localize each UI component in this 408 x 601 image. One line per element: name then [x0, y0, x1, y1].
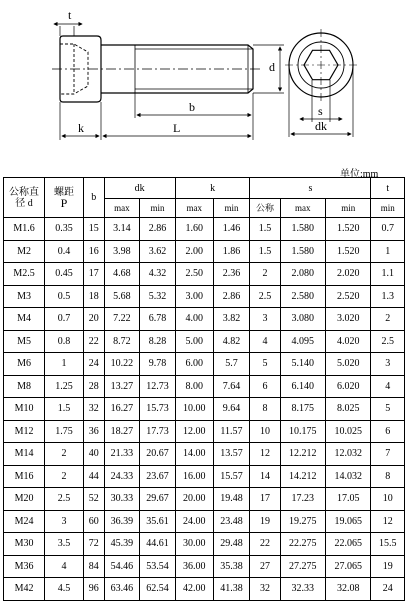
- cell-dk-min: 20.67: [140, 443, 176, 466]
- cell-k-min: 7.64: [213, 375, 250, 398]
- spec-table: [3, 177, 405, 601]
- cell-k-max: 20.00: [175, 488, 213, 511]
- header-dk: dk: [104, 178, 175, 199]
- cell-b: 24: [83, 353, 104, 376]
- cell-t-min: 24: [371, 578, 405, 601]
- cell-b: 44: [83, 465, 104, 488]
- cell-dk-min: 29.67: [140, 488, 176, 511]
- table-row: [4, 285, 405, 308]
- cell-dk-max: 4.68: [104, 263, 140, 286]
- cell-k-min: 1.46: [213, 218, 250, 241]
- cell-dk-max: 8.72: [104, 330, 140, 353]
- cell-s-nom: 2.5: [250, 285, 280, 308]
- cell-dk-min: 8.28: [140, 330, 176, 353]
- cell-d: M14: [4, 443, 45, 466]
- cell-dk-min: 3.62: [140, 240, 176, 263]
- cell-s-min: 22.065: [326, 533, 371, 556]
- header-thread-line2: 径 d: [15, 197, 33, 209]
- dim-L-label: L: [173, 121, 181, 135]
- cell-t-min: 15.5: [371, 533, 405, 556]
- cell-b: 17: [83, 263, 104, 286]
- table-row: [4, 578, 405, 601]
- cell-s-min: 17.05: [326, 488, 371, 511]
- cell-s-nom: 5: [250, 353, 280, 376]
- cell-s-min: 10.025: [326, 420, 371, 443]
- cell-s-nom: 14: [250, 465, 280, 488]
- cell-s-nom: 4: [250, 330, 280, 353]
- cell-k-min: 13.57: [213, 443, 250, 466]
- cell-b: 52: [83, 488, 104, 511]
- cell-dk-max: 3.98: [104, 240, 140, 263]
- cell-s-nom: 8: [250, 398, 280, 421]
- cell-k-max: 12.00: [175, 420, 213, 443]
- table-row: [4, 353, 405, 376]
- cell-d: M5: [4, 330, 45, 353]
- cell-s-max: 1.580: [280, 218, 325, 241]
- table-row: [4, 218, 405, 241]
- cell-b: 36: [83, 420, 104, 443]
- cell-s-nom: 19: [250, 510, 280, 533]
- table-row: [4, 533, 405, 556]
- cell-k-max: 4.00: [175, 308, 213, 331]
- table-row: [4, 263, 405, 286]
- cell-dk-min: 15.73: [140, 398, 176, 421]
- cell-k-max: 2.00: [175, 240, 213, 263]
- unit-label: 单位:mm: [340, 169, 379, 180]
- cell-k-min: 4.82: [213, 330, 250, 353]
- cell-s-min: 4.020: [326, 330, 371, 353]
- table-row: [4, 443, 405, 466]
- cell-dk-max: 24.33: [104, 465, 140, 488]
- cell-b: 22: [83, 330, 104, 353]
- cell-dk-min: 5.32: [140, 285, 176, 308]
- cell-k-max: 24.00: [175, 510, 213, 533]
- cell-s-max: 2.080: [280, 263, 325, 286]
- cell-d: M20: [4, 488, 45, 511]
- cell-k-min: 35.38: [213, 555, 250, 578]
- cell-k-max: 16.00: [175, 465, 213, 488]
- header-t-min: min: [371, 199, 405, 218]
- cell-p: 0.8: [45, 330, 84, 353]
- table-row: [4, 240, 405, 263]
- header-pitch: [45, 178, 84, 218]
- cell-k-max: 10.00: [175, 398, 213, 421]
- cell-t-min: 1.3: [371, 285, 405, 308]
- cell-s-max: 1.580: [280, 240, 325, 263]
- cell-k-min: 19.48: [213, 488, 250, 511]
- cell-k-min: 1.86: [213, 240, 250, 263]
- table-row: [4, 398, 405, 421]
- cell-k-min: 5.7: [213, 353, 250, 376]
- cell-dk-max: 3.14: [104, 218, 140, 241]
- cell-b: 32: [83, 398, 104, 421]
- cell-t-min: 12: [371, 510, 405, 533]
- cell-b: 16: [83, 240, 104, 263]
- cell-dk-max: 30.33: [104, 488, 140, 511]
- cell-s-min: 1.520: [326, 218, 371, 241]
- cell-b: 72: [83, 533, 104, 556]
- cell-d: M2.5: [4, 263, 45, 286]
- cell-t-min: 2: [371, 308, 405, 331]
- cell-s-nom: 6: [250, 375, 280, 398]
- cell-d: M16: [4, 465, 45, 488]
- cell-s-max: 12.212: [280, 443, 325, 466]
- table-row: [4, 330, 405, 353]
- cell-k-min: 2.86: [213, 285, 250, 308]
- cell-dk-min: 35.61: [140, 510, 176, 533]
- cell-b: 28: [83, 375, 104, 398]
- cell-s-max: 27.275: [280, 555, 325, 578]
- cell-d: M30: [4, 533, 45, 556]
- cell-dk-min: 4.32: [140, 263, 176, 286]
- cell-p: 3: [45, 510, 84, 533]
- cell-t-min: 4: [371, 375, 405, 398]
- cell-d: M3: [4, 285, 45, 308]
- cell-dk-min: 23.67: [140, 465, 176, 488]
- cell-t-min: 0.7: [371, 218, 405, 241]
- cell-p: 2.5: [45, 488, 84, 511]
- cell-dk-min: 62.54: [140, 578, 176, 601]
- cell-s-min: 2.520: [326, 285, 371, 308]
- cell-d: M10: [4, 398, 45, 421]
- cell-dk-max: 45.39: [104, 533, 140, 556]
- dim-t-label: t: [68, 8, 72, 22]
- cell-s-min: 3.020: [326, 308, 371, 331]
- cell-p: 0.7: [45, 308, 84, 331]
- table-row: [4, 510, 405, 533]
- cell-s-min: 6.020: [326, 375, 371, 398]
- cell-d: M1.6: [4, 218, 45, 241]
- cell-p: 3.5: [45, 533, 84, 556]
- header-s-min: min: [326, 199, 371, 218]
- cell-s-max: 4.095: [280, 330, 325, 353]
- cell-p: 2: [45, 465, 84, 488]
- cell-dk-max: 16.27: [104, 398, 140, 421]
- cell-p: 0.45: [45, 263, 84, 286]
- dim-s-label: s: [318, 104, 323, 118]
- cell-s-max: 14.212: [280, 465, 325, 488]
- cell-p: 2: [45, 443, 84, 466]
- cell-d: M24: [4, 510, 45, 533]
- cell-b: 96: [83, 578, 104, 601]
- cell-k-max: 8.00: [175, 375, 213, 398]
- cell-s-max: 32.33: [280, 578, 325, 601]
- cell-s-min: 14.032: [326, 465, 371, 488]
- cell-d: M4: [4, 308, 45, 331]
- dim-k-label: k: [78, 121, 84, 135]
- cell-k-min: 2.36: [213, 263, 250, 286]
- header-dk-min: min: [140, 199, 176, 218]
- cell-s-max: 5.140: [280, 353, 325, 376]
- header-s-nominal: 公称: [250, 199, 280, 218]
- cell-d: M8: [4, 375, 45, 398]
- cell-p: 1: [45, 353, 84, 376]
- cell-dk-min: 44.61: [140, 533, 176, 556]
- cell-s-nom: 27: [250, 555, 280, 578]
- header-k: k: [175, 178, 250, 199]
- cell-d: M6: [4, 353, 45, 376]
- cell-s-nom: 1.5: [250, 240, 280, 263]
- header-thread-line1: 公称直: [9, 186, 40, 198]
- cell-k-max: 30.00: [175, 533, 213, 556]
- cell-s-max: 6.140: [280, 375, 325, 398]
- cell-t-min: 10: [371, 488, 405, 511]
- cell-s-nom: 17: [250, 488, 280, 511]
- cell-b: 15: [83, 218, 104, 241]
- header-thread-diameter: [4, 178, 45, 218]
- cell-b: 60: [83, 510, 104, 533]
- cell-t-min: 6: [371, 420, 405, 443]
- cell-dk-max: 54.46: [104, 555, 140, 578]
- cell-k-max: 14.00: [175, 443, 213, 466]
- cell-s-min: 12.032: [326, 443, 371, 466]
- cell-d: M2: [4, 240, 45, 263]
- cell-dk-min: 17.73: [140, 420, 176, 443]
- cell-dk-max: 13.27: [104, 375, 140, 398]
- spec-table-body: [4, 218, 405, 601]
- cell-dk-min: 9.78: [140, 353, 176, 376]
- cell-k-max: 36.00: [175, 555, 213, 578]
- header-pitch-line2: P: [60, 195, 68, 210]
- header-k-min: min: [213, 199, 250, 218]
- header-b: b: [83, 178, 104, 218]
- cell-s-nom: 1.5: [250, 218, 280, 241]
- cell-t-min: 2.5: [371, 330, 405, 353]
- cell-dk-max: 5.68: [104, 285, 140, 308]
- cell-b: 20: [83, 308, 104, 331]
- header-k-max: max: [175, 199, 213, 218]
- cell-p: 0.35: [45, 218, 84, 241]
- cell-k-max: 6.00: [175, 353, 213, 376]
- cell-t-min: 1.1: [371, 263, 405, 286]
- cell-t-min: 3: [371, 353, 405, 376]
- cell-dk-max: 21.33: [104, 443, 140, 466]
- cell-b: 18: [83, 285, 104, 308]
- cell-k-max: 2.50: [175, 263, 213, 286]
- cell-s-max: 10.175: [280, 420, 325, 443]
- cell-dk-min: 12.73: [140, 375, 176, 398]
- cell-t-min: 1: [371, 240, 405, 263]
- cell-s-min: 8.025: [326, 398, 371, 421]
- cell-s-min: 27.065: [326, 555, 371, 578]
- table-row: [4, 420, 405, 443]
- cell-dk-max: 63.46: [104, 578, 140, 601]
- cell-k-min: 9.64: [213, 398, 250, 421]
- cell-dk-min: 2.86: [140, 218, 176, 241]
- cell-p: 0.4: [45, 240, 84, 263]
- table-row: [4, 555, 405, 578]
- header-s-max: max: [280, 199, 325, 218]
- cell-k-max: 3.00: [175, 285, 213, 308]
- table-row: [4, 465, 405, 488]
- cell-d: M42: [4, 578, 45, 601]
- header-pitch-line1: 螺距: [54, 186, 75, 198]
- cell-d: M12: [4, 420, 45, 443]
- cell-dk-max: 10.22: [104, 353, 140, 376]
- cell-dk-max: 18.27: [104, 420, 140, 443]
- cell-p: 1.75: [45, 420, 84, 443]
- dim-b-label: b: [189, 100, 195, 114]
- cell-s-nom: 2: [250, 263, 280, 286]
- dim-d-label: d: [269, 60, 275, 74]
- cell-s-min: 5.020: [326, 353, 371, 376]
- cell-s-max: 8.175: [280, 398, 325, 421]
- cell-p: 4.5: [45, 578, 84, 601]
- cell-s-nom: 22: [250, 533, 280, 556]
- cell-k-min: 3.82: [213, 308, 250, 331]
- table-row: [4, 375, 405, 398]
- cell-s-min: 2.020: [326, 263, 371, 286]
- cell-t-min: 8: [371, 465, 405, 488]
- cell-s-max: 3.080: [280, 308, 325, 331]
- table-row: [4, 308, 405, 331]
- cell-k-max: 42.00: [175, 578, 213, 601]
- cell-p: 1.5: [45, 398, 84, 421]
- cell-s-min: 32.08: [326, 578, 371, 601]
- cell-s-nom: 32: [250, 578, 280, 601]
- cell-s-min: 19.065: [326, 510, 371, 533]
- cell-dk-max: 7.22: [104, 308, 140, 331]
- header-dk-max: max: [104, 199, 140, 218]
- cell-dk-min: 53.54: [140, 555, 176, 578]
- cell-s-nom: 3: [250, 308, 280, 331]
- cell-k-min: 15.57: [213, 465, 250, 488]
- cell-b: 84: [83, 555, 104, 578]
- cell-s-max: 17.23: [280, 488, 325, 511]
- table-row: [4, 488, 405, 511]
- header-s: s: [250, 178, 371, 199]
- cell-k-max: 1.60: [175, 218, 213, 241]
- cell-s-max: 22.275: [280, 533, 325, 556]
- cell-t-min: 5: [371, 398, 405, 421]
- cell-p: 0.5: [45, 285, 84, 308]
- cell-k-min: 11.57: [213, 420, 250, 443]
- cell-k-min: 29.48: [213, 533, 250, 556]
- cell-t-min: 19: [371, 555, 405, 578]
- cell-k-min: 23.48: [213, 510, 250, 533]
- screw-drawing: [0, 0, 408, 150]
- cell-s-nom: 12: [250, 443, 280, 466]
- cell-dk-min: 6.78: [140, 308, 176, 331]
- cell-p: 1.25: [45, 375, 84, 398]
- cell-s-max: 19.275: [280, 510, 325, 533]
- cell-k-max: 5.00: [175, 330, 213, 353]
- cell-dk-max: 36.39: [104, 510, 140, 533]
- cell-s-min: 1.520: [326, 240, 371, 263]
- cell-p: 4: [45, 555, 84, 578]
- cell-d: M36: [4, 555, 45, 578]
- cell-b: 40: [83, 443, 104, 466]
- cell-s-nom: 10: [250, 420, 280, 443]
- dim-dk-label: dk: [315, 119, 327, 133]
- header-t: t: [371, 178, 405, 199]
- cell-s-max: 2.580: [280, 285, 325, 308]
- cell-k-min: 41.38: [213, 578, 250, 601]
- cell-t-min: 7: [371, 443, 405, 466]
